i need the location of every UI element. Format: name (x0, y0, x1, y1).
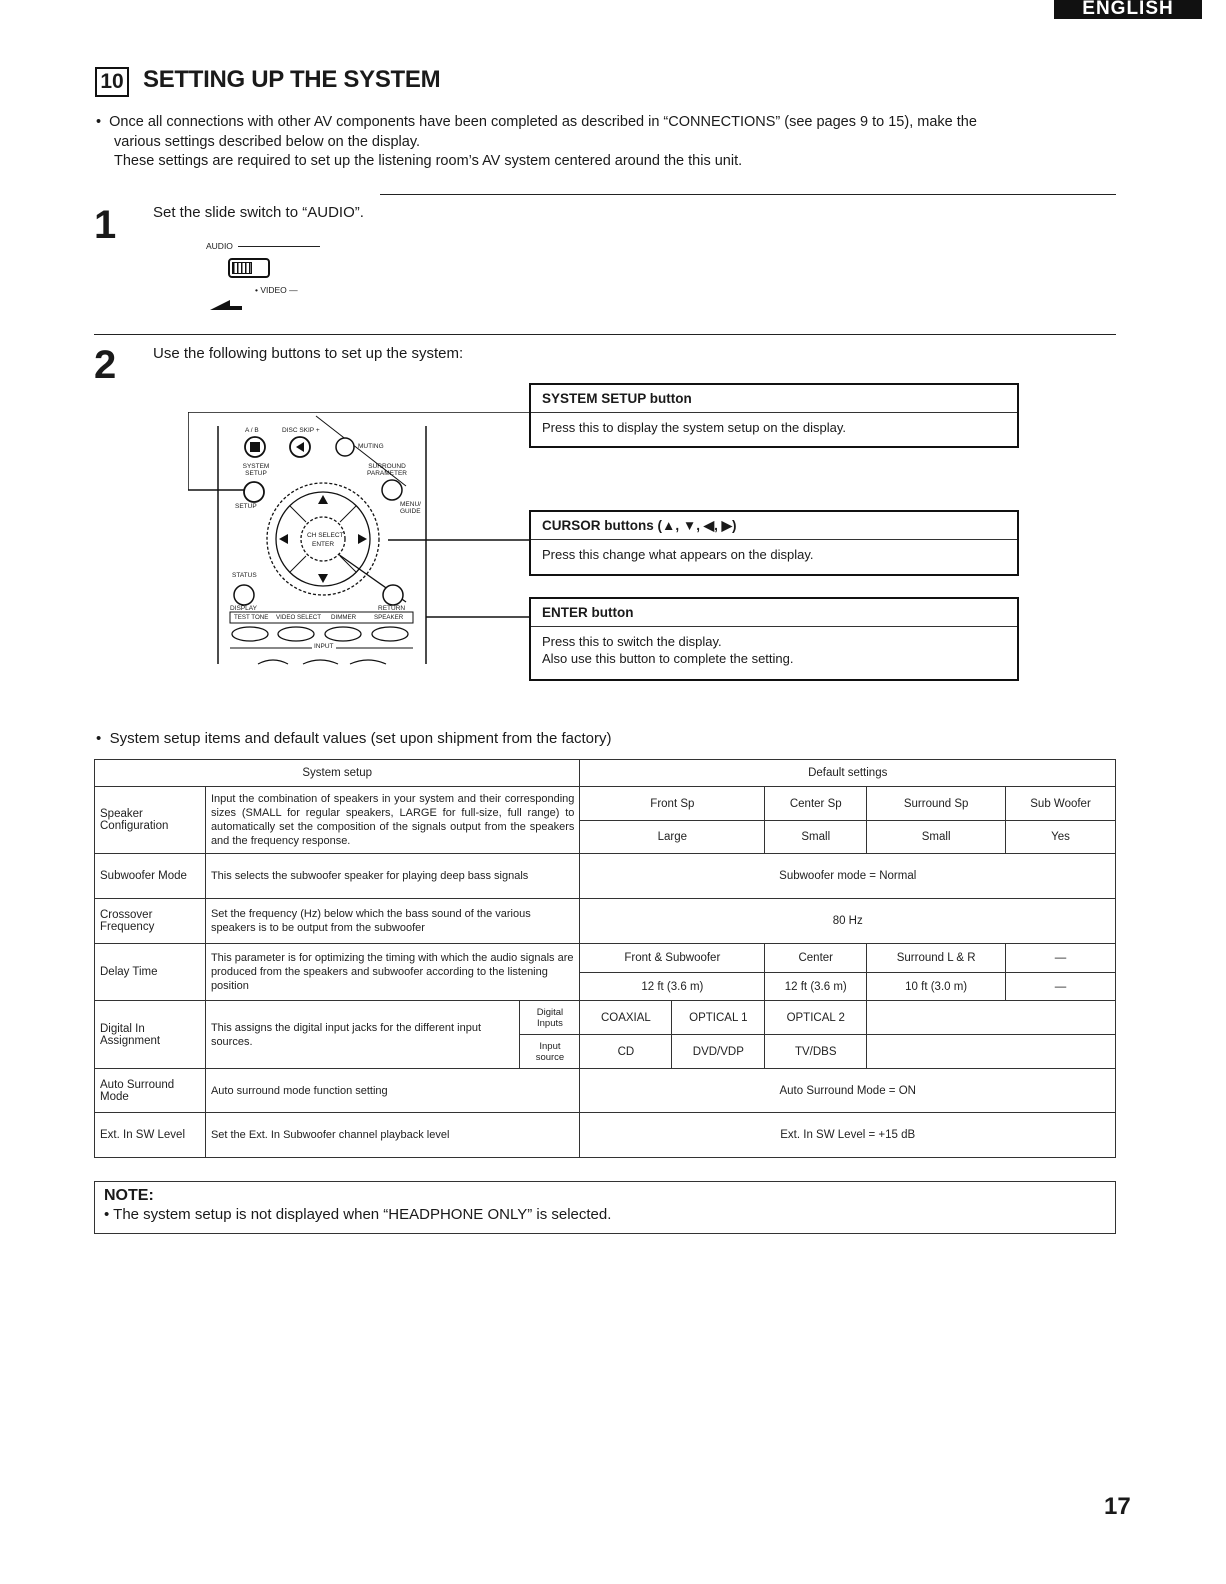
cursor-callout-body: Press this change what appears on the display. (542, 547, 814, 562)
ch-select-label: CH SELECT (307, 532, 344, 539)
menu-guide-label: MENU/ GUIDE (400, 501, 421, 515)
switch-audio-label: AUDIO (206, 241, 233, 251)
speaker-config-value-subwoofer: Yes (1006, 821, 1116, 854)
section-number: 10 (95, 67, 129, 97)
video-select-label: VIDEO SELECT (276, 614, 322, 621)
digital-in-name: Digital In Assignment (95, 1001, 206, 1069)
input-source-tv: TV/DBS (765, 1035, 867, 1069)
language-tab: ENGLISH (1054, 0, 1202, 19)
delay-time-name: Delay Time (95, 944, 206, 1001)
delay-header-blank: — (1006, 944, 1116, 973)
step-1-number: 1 (94, 203, 117, 247)
dimmer-label: DIMMER (331, 614, 357, 621)
ab-label: A / B (245, 427, 259, 434)
speaker-config-header-front: Front Sp (580, 787, 765, 821)
subwoofer-mode-default: Subwoofer mode = Normal (580, 854, 1116, 899)
system-setup-callout (529, 383, 1019, 448)
enter-callout (529, 597, 1019, 681)
system-setup-callout-body: Press this to display the system setup on the display. (542, 420, 846, 435)
step-2-text: Use the following buttons to set up the system: (153, 345, 464, 362)
auto-surround-default: Auto Surround Mode = ON (580, 1069, 1116, 1113)
surround-parameter-label: SURROUND PARAMETER (367, 463, 407, 477)
table-row (95, 787, 1116, 821)
speaker-config-header-center: Center Sp (765, 787, 867, 821)
ext-in-desc: Set the Ext. In Subwoofer channel playback level (205, 1113, 579, 1158)
input-source-label: Input source (520, 1035, 580, 1069)
table-row (95, 944, 1116, 973)
delay-value-front: 12 ft (3.6 m) (580, 973, 765, 1001)
delay-time-desc: This parameter is for optimizing the timing with which the audio signals are produced from the speakers and subwoofer according to the listening position (205, 944, 579, 1001)
delay-header-center: Center (765, 944, 867, 973)
status-label: STATUS (232, 572, 257, 579)
table-row (95, 1069, 1116, 1113)
display-label: DISPLAY (230, 605, 257, 612)
switch-audio-line (238, 246, 320, 247)
speaker-config-value-center: Small (765, 821, 867, 854)
cursor-callout (529, 510, 1019, 576)
divider (380, 194, 1116, 195)
intro-line-1: • Once all connections with other AV components have been completed as described in “CONNECTIONS” (see pages 9 to 15), make the (96, 114, 977, 130)
input-source-empty (867, 1035, 1116, 1069)
crossover-desc: Set the frequency (Hz) below which the bass sound of the various speakers is to be output from the subwoofer (205, 899, 579, 944)
table-row (95, 899, 1116, 944)
delay-header-surround: Surround L & R (867, 944, 1006, 973)
intro-line-3: These settings are required to set up the listening room’s AV system centered around the this unit. (114, 153, 743, 169)
subwoofer-mode-name: Subwoofer Mode (95, 854, 206, 899)
step-2-number: 2 (94, 343, 117, 387)
speaker-label: SPEAKER (374, 614, 404, 621)
header-system-setup: System setup (95, 760, 580, 787)
header-default-settings: Default settings (580, 760, 1116, 787)
digital-input-coaxial: COAXIAL (580, 1001, 672, 1035)
note-text: • The system setup is not displayed when “HEADPHONE ONLY” is selected. (104, 1206, 612, 1223)
system-setup-callout-title: SYSTEM SETUP button (531, 385, 1017, 413)
speaker-config-desc: Input the combination of speakers in your system and their corresponding sizes (SMALL for regular speakers, LARGE for full-size, full range) to automatically set the composition of the signals output from the speakers and the frequency response. (205, 787, 579, 854)
remote-diagram (188, 412, 533, 666)
auto-surround-desc: Auto surround mode function setting (205, 1069, 579, 1113)
test-tone-label: TEST TONE (234, 614, 269, 621)
delay-value-surround: 10 ft (3.0 m) (867, 973, 1006, 1001)
remote-control-illustration (188, 412, 533, 666)
ext-in-default: Ext. In SW Level = +15 dB (580, 1113, 1116, 1158)
digital-inputs-label: Digital Inputs (520, 1001, 580, 1035)
enter-label: ENTER (312, 541, 335, 548)
subwoofer-mode-desc: This selects the subwoofer speaker for playing deep bass signals (205, 854, 579, 899)
enter-callout-body (531, 627, 1017, 673)
delay-value-blank: — (1006, 973, 1116, 1001)
return-label: RETURN (378, 605, 406, 612)
step-1-text: Set the slide switch to “AUDIO”. (153, 204, 364, 221)
divider (94, 334, 1116, 335)
page-number: 17 (1104, 1493, 1131, 1520)
muting-label: MUTING (358, 443, 384, 450)
table-row (95, 854, 1116, 899)
enter-callout-body-2: Also use this button to complete the setting. (542, 651, 794, 666)
enter-callout-title: ENTER button (531, 599, 1017, 627)
switch-video-label: • VIDEO — (255, 285, 298, 295)
table-row (95, 1001, 1116, 1035)
system-setup-table (94, 759, 1116, 1158)
intro-text (96, 113, 1116, 172)
table-intro: • System setup items and default values (set upon shipment from the factory) (96, 730, 612, 747)
disc-skip-label: DISC SKIP + (282, 427, 320, 434)
enter-callout-body-1: Press this to switch the display. (542, 634, 722, 649)
input-source-dvd: DVD/VDP (672, 1035, 765, 1069)
delay-header-front: Front & Subwoofer (580, 944, 765, 973)
table-row (95, 1113, 1116, 1158)
ext-in-name: Ext. In SW Level (95, 1113, 206, 1158)
digital-input-empty (867, 1001, 1116, 1035)
speaker-config-value-surround: Small (867, 821, 1006, 854)
input-label: INPUT (314, 643, 334, 650)
cursor-callout-title: CURSOR buttons (▲, ▼, ◀, ▶) (531, 512, 1017, 540)
page-title: SETTING UP THE SYSTEM (143, 66, 441, 93)
setup-label: SETUP (235, 503, 257, 510)
digital-input-optical-1: OPTICAL 1 (672, 1001, 765, 1035)
digital-in-desc: This assigns the digital input jacks for the different input sources. (205, 1001, 520, 1069)
note-title: NOTE: (104, 1187, 154, 1204)
delay-value-center: 12 ft (3.6 m) (765, 973, 867, 1001)
digital-input-optical-2: OPTICAL 2 (765, 1001, 867, 1035)
speaker-config-header-subwoofer: Sub Woofer (1006, 787, 1116, 821)
slide-switch[interactable] (228, 258, 270, 278)
crossover-name: Crossover Frequency (95, 899, 206, 944)
input-source-cd: CD (580, 1035, 672, 1069)
crossover-default: 80 Hz (580, 899, 1116, 944)
auto-surround-name: Auto Surround Mode (95, 1069, 206, 1113)
system-setup-label: SYSTEM SETUP (242, 463, 270, 477)
speaker-config-header-surround: Surround Sp (867, 787, 1006, 821)
table-header-row (95, 760, 1116, 787)
speaker-config-name: Speaker Configuration (95, 787, 206, 854)
speaker-config-value-front: Large (580, 821, 765, 854)
slide-switch-illustration (200, 236, 330, 316)
intro-line-2: various settings described below on the display. (114, 133, 421, 150)
